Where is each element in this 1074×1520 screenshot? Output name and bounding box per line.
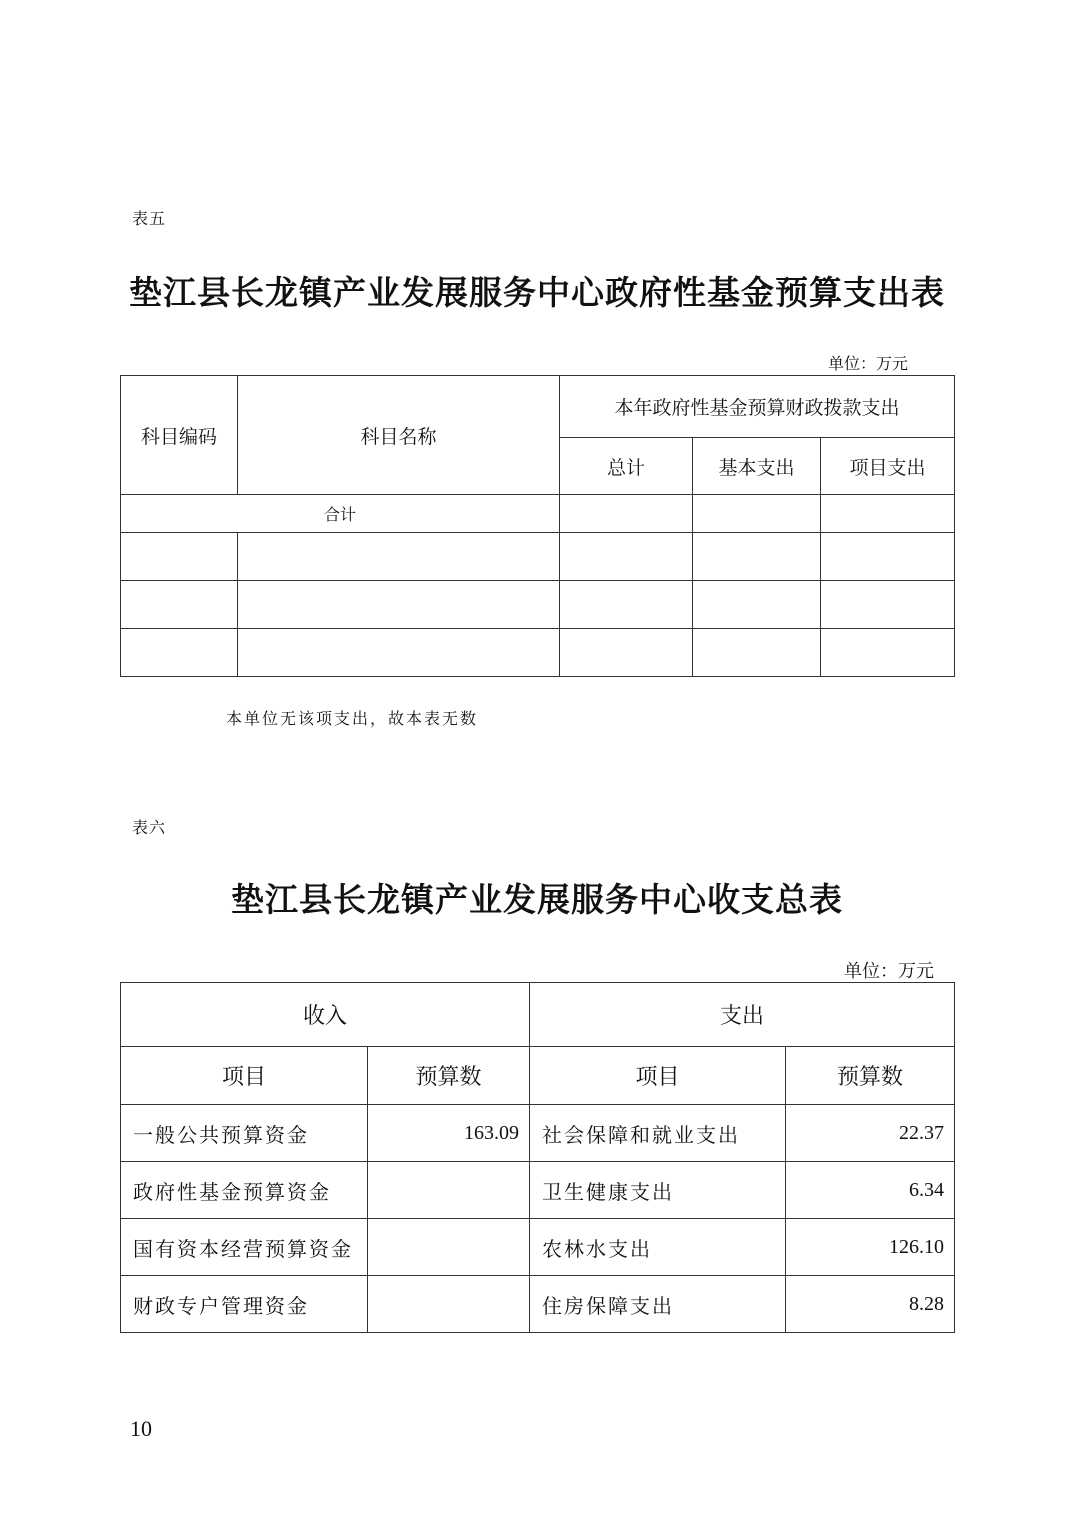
expense-value: 126.10 <box>786 1219 955 1276</box>
header-expense: 支出 <box>530 983 955 1047</box>
empty-cell <box>121 533 238 581</box>
income-item: 一般公共预算资金 <box>121 1105 368 1162</box>
header-total: 总计 <box>560 438 693 495</box>
expense-value: 6.34 <box>786 1162 955 1219</box>
expense-item: 住房保障支出 <box>530 1276 786 1333</box>
income-item: 政府性基金预算资金 <box>121 1162 368 1219</box>
empty-cell <box>560 533 693 581</box>
table5-note: 本单位无该项支出，故本表无数 <box>226 709 479 728</box>
table6-grid <box>120 982 955 1333</box>
header-expense-budget: 预算数 <box>786 1047 955 1105</box>
income-value <box>368 1162 530 1219</box>
table5-tag: 表五 <box>132 209 167 228</box>
table5-grid <box>120 375 955 677</box>
empty-cell <box>121 629 238 677</box>
empty-cell <box>693 629 821 677</box>
expense-value: 8.28 <box>786 1276 955 1333</box>
empty-cell <box>238 581 560 629</box>
empty-cell <box>821 581 955 629</box>
table5-title: 垫江县长龙镇产业发展服务中心政府性基金预算支出表 <box>129 273 945 312</box>
empty-cell <box>238 533 560 581</box>
empty-cell <box>821 629 955 677</box>
table-row <box>121 1162 955 1219</box>
total-cell <box>693 495 821 533</box>
empty-cell <box>238 629 560 677</box>
total-row-label: 合计 <box>121 495 560 533</box>
expense-item: 卫生健康支出 <box>530 1162 786 1219</box>
total-cell <box>560 495 693 533</box>
table-row <box>121 533 955 581</box>
table-row <box>121 629 955 677</box>
empty-cell <box>821 533 955 581</box>
header-expense-item: 项目 <box>530 1047 786 1105</box>
income-item: 财政专户管理资金 <box>121 1276 368 1333</box>
header-income-budget: 预算数 <box>368 1047 530 1105</box>
header-subject-name: 科目名称 <box>238 376 560 495</box>
table-row <box>121 1276 955 1333</box>
expense-item: 农林水支出 <box>530 1219 786 1276</box>
header-project-expense: 项目支出 <box>821 438 955 495</box>
income-value <box>368 1276 530 1333</box>
expense-item: 社会保障和就业支出 <box>530 1105 786 1162</box>
empty-cell <box>121 581 238 629</box>
table6-title: 垫江县长龙镇产业发展服务中心收支总表 <box>231 880 843 919</box>
empty-cell <box>693 533 821 581</box>
table-row <box>121 1219 955 1276</box>
empty-cell <box>560 629 693 677</box>
table6-unit: 单位：万元 <box>844 961 934 982</box>
table5-unit: 单位：万元 <box>828 354 909 373</box>
page-number: 10 <box>130 1416 152 1441</box>
empty-cell <box>560 581 693 629</box>
header-basic-expense: 基本支出 <box>693 438 821 495</box>
header-income: 收入 <box>121 983 530 1047</box>
table-row <box>121 1105 955 1162</box>
income-item: 国有资本经营预算资金 <box>121 1219 368 1276</box>
table6-tag: 表六 <box>132 818 167 837</box>
expense-value: 22.37 <box>786 1105 955 1162</box>
income-value: 163.09 <box>368 1105 530 1162</box>
income-value <box>368 1219 530 1276</box>
header-income-item: 项目 <box>121 1047 368 1105</box>
header-subject-code: 科目编码 <box>121 376 238 495</box>
empty-cell <box>693 581 821 629</box>
header-fund-expense-group: 本年政府性基金预算财政拨款支出 <box>560 376 955 438</box>
total-cell <box>821 495 955 533</box>
table-row <box>121 581 955 629</box>
